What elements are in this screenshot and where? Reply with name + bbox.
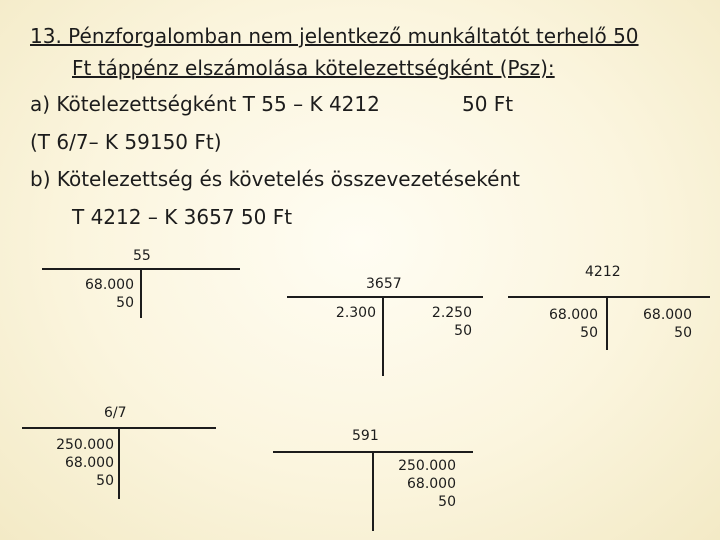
t-account-4212-debit-value: 68.000 — [549, 307, 598, 323]
t-account-67-debit — [40, 436, 114, 490]
entry-a-note: (T 6/7– K 59150 Ft) — [30, 130, 222, 154]
t-account-3657-divider — [382, 296, 384, 376]
t-account-591-credit-value: 50 — [438, 494, 456, 510]
t-account-3657-debit — [300, 304, 376, 322]
t-account-4212-name: 4212 — [585, 264, 621, 280]
t-account-4212-credit-value: 68.000 — [643, 307, 692, 323]
t-account-4212-credit-value: 50 — [674, 325, 692, 341]
t-account-3657-credit — [400, 304, 472, 340]
t-account-3657-debit-value: 2.300 — [335, 305, 376, 321]
t-account-67-debit-value: 50 — [96, 473, 114, 489]
t-account-591-name: 591 — [352, 428, 379, 444]
t-account-55-name: 55 — [133, 248, 151, 264]
t-account-4212-divider — [606, 296, 608, 350]
t-account-55-debit-value: 50 — [116, 295, 134, 311]
t-account-55-divider — [140, 268, 142, 318]
entry-a-amount: 50 Ft — [462, 92, 514, 116]
t-account-3657-name: 3657 — [366, 276, 402, 292]
entry-b-label: b) Kötelezettség és követelés összevezetéseként — [30, 167, 520, 191]
t-account-591-credit — [384, 457, 456, 511]
t-account-55-debit-value: 68.000 — [85, 277, 134, 293]
t-account-4212-debit — [520, 306, 598, 342]
t-account-67-debit-value: 68.000 — [65, 455, 114, 471]
task-heading-line1: 13. Pénzforgalomban nem jelentkező munkáltatót terhelő 50 — [30, 24, 639, 48]
t-account-67-name: 6/7 — [104, 405, 127, 421]
t-account-591-credit-value: 250.000 — [398, 458, 456, 474]
entry-b-posting: T 4212 – K 3657 50 Ft — [72, 205, 293, 229]
t-account-3657-credit-value: 50 — [454, 323, 472, 339]
t-account-3657-credit-value: 2.250 — [431, 305, 472, 321]
t-account-4212-debit-value: 50 — [580, 325, 598, 341]
t-account-591-credit-value: 68.000 — [407, 476, 456, 492]
t-account-67-debit-value: 250.000 — [56, 437, 114, 453]
t-account-591-divider — [372, 451, 374, 531]
task-heading-line2: Ft táppénz elszámolása kötelezettségként (Psz): — [72, 56, 555, 80]
t-account-67-divider — [118, 427, 120, 499]
t-account-4212-top-line — [508, 296, 710, 298]
entry-a-label: a) Kötelezettségként T 55 – K 4212 — [30, 92, 380, 116]
t-account-3657-top-line — [287, 296, 483, 298]
t-account-55-debit — [60, 276, 134, 312]
t-account-4212-credit — [616, 306, 692, 342]
